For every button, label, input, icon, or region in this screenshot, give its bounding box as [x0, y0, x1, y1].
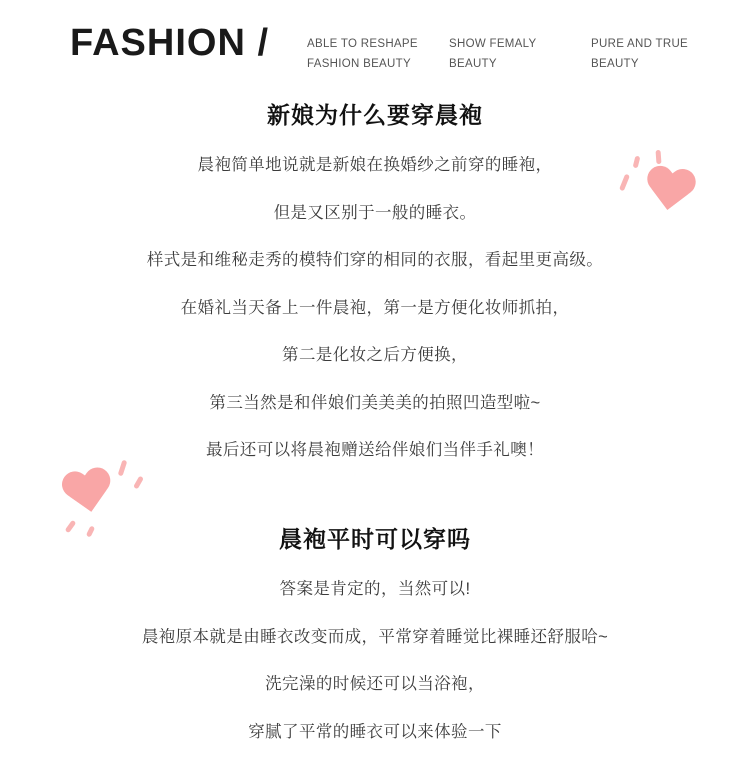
paragraph-line: 晨袍简单地说就是新娘在换婚纱之前穿的睡袍，	[197, 156, 553, 174]
section-title: 晨袍平时可以穿吗	[279, 526, 471, 552]
tagline-3	[591, 34, 733, 74]
article-content	[0, 100, 750, 782]
paragraph-line: 但是又区别于一般的睡衣。	[273, 203, 477, 222]
page-header	[0, 22, 750, 82]
paragraph-line: 最后还可以将晨袍赠送给伴娘们当伴手礼噢！	[206, 441, 544, 459]
tagline-2-line2: BEAUTY	[449, 58, 497, 70]
tagline-1	[307, 34, 449, 74]
paragraph-line: 在婚礼当天备上一件晨袍，第一是方便化妆师抓拍，	[180, 298, 570, 317]
paragraph-line: 答案是肯定的，当然可以!	[279, 580, 471, 598]
tagline-3-line2: BEAUTY	[591, 58, 639, 70]
paragraph-line: 样式是和维秘走秀的模特们穿的相同的衣服，看起里更高级。	[146, 251, 604, 269]
tagline-2-line1: SHOW FEMALY	[449, 38, 537, 50]
tagline-group	[307, 34, 733, 74]
section-daily-wear	[0, 524, 750, 748]
paragraph-line: 第三当然是和伴娘们美美美的拍照凹造型啦~	[209, 393, 541, 412]
paragraph-line: 穿腻了平常的睡衣可以来体验一下	[248, 722, 502, 741]
brand-title: FASHION /	[70, 22, 270, 64]
tagline-1-line2: FASHION BEAUTY	[307, 58, 411, 70]
tagline-1-line1: ABLE TO RESHAPE	[307, 38, 418, 50]
section-title: 新娘为什么要穿晨袍	[267, 102, 483, 128]
paragraph-line: 第二是化妆之后方便换，	[282, 346, 468, 364]
tagline-2	[449, 34, 591, 74]
paragraph-line: 洗完澡的时候还可以当浴袍，	[265, 675, 485, 693]
paragraph-line: 晨袍原本就是由睡衣改变而成，平常穿着睡觉比裸睡还舒服哈~	[141, 627, 609, 646]
tagline-3-line1: PURE AND TRUE	[591, 38, 689, 50]
section-bridal-robe-why	[0, 100, 750, 466]
